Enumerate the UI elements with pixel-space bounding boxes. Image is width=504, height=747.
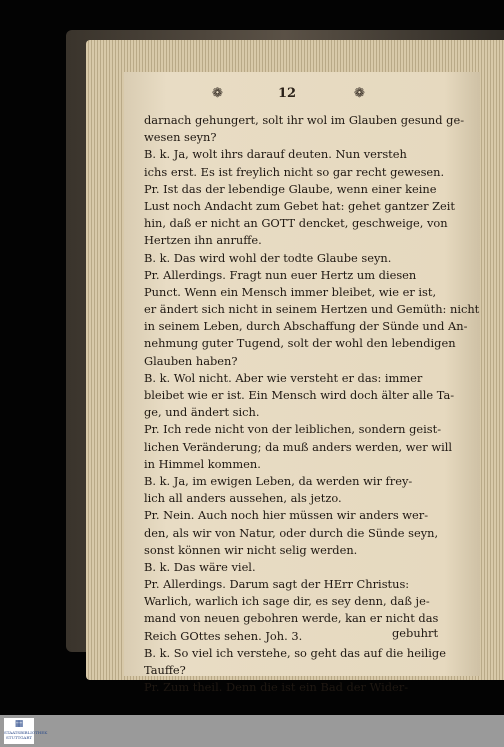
text-line: lich all anders aussehen, als jetzo.	[144, 491, 342, 506]
library-logo-text: STAATSBIBLIOTHEK STUTTGART	[4, 730, 48, 740]
text-line: Reich GOttes sehen. Joh. 3.	[144, 628, 303, 643]
ornament-right-icon: ❁	[354, 86, 365, 101]
text-line: Tauffe?	[144, 663, 186, 677]
text-line: B. k. So viel ich verstehe, so geht das auf die heilige	[144, 645, 446, 660]
text-line: Lust noch Andacht zum Gebet hat: gehet gantzer Zeit	[144, 198, 456, 213]
text-line: Pr. Allerdings. Fragt nun euer Hertz um diesen	[144, 267, 417, 282]
text-line: Pr. Allerdings. Darum sagt der HErr Christus:	[144, 577, 410, 592]
text-line: B. k. Das wird wohl der todte Glaube seyn.	[144, 250, 392, 265]
text-line: B. k. Ja, wolt ihrs darauf deuten. Nun versteh	[144, 147, 407, 162]
text-line: sonst können wir nicht selig werden.	[144, 542, 358, 557]
page-header	[212, 84, 372, 104]
text-line: mand von neuen gebohren werde, kan er nicht das	[144, 611, 439, 626]
text-line: bleibet wie er ist. Ein Mensch wird doch älter alle Ta-	[144, 388, 455, 402]
viewer-footer-bar	[0, 715, 504, 747]
text-line: in seinem Leben, durch Abschaffung der Sünde und An-	[144, 319, 468, 334]
ornament-left-icon: ❁	[212, 86, 223, 101]
text-line: ichs erst. Es ist freylich nicht so gar recht gewesen.	[144, 164, 445, 179]
text-line: Pr. Nein. Auch noch hier müssen wir anders wer-	[144, 508, 429, 523]
text-line: nehmung guter Tugend, solt der wohl den lebendigen	[144, 336, 456, 351]
text-line: Glauben haben?	[144, 353, 238, 368]
library-logo-icon: ▦	[14, 719, 24, 729]
text-line: Pr. Ist das der lebendige Glaube, wenn einer keine	[144, 181, 437, 196]
text-line: ge, und ändert sich.	[144, 405, 260, 420]
text-line: Pr. Ich rede nicht von der leiblichen, sondern geist-	[144, 422, 442, 437]
text-line: hin, daß er nicht an GOTT dencket, geschweige, von	[144, 216, 448, 231]
page-number: 12	[278, 86, 297, 101]
text-line: Warlich, warlich ich sage dir, es sey denn, daß je-	[144, 594, 430, 609]
text-line: darnach gehungert, solt ihr wol im Glauben gesund ge-	[144, 113, 465, 127]
text-line: den, als wir von Natur, oder durch die Sünde seyn,	[144, 525, 439, 540]
text-line: in Himmel kommen.	[144, 456, 261, 471]
text-line: B. k. Das wäre viel.	[144, 559, 256, 574]
text-line: Pr. Zum theil. Denn die ist ein Bad der Wider-	[144, 680, 409, 695]
text-line: lichen Veränderung; da muß anders werden, wer will	[144, 439, 453, 454]
text-line: B. k. Wol nicht. Aber wie versteht er das: immer	[144, 370, 423, 385]
text-line: wesen seyn?	[144, 130, 217, 145]
text-line: B. k. Ja, im ewigen Leben, da werden wir frey-	[144, 473, 413, 488]
page-body-text	[144, 112, 480, 696]
text-line: Punct. Wenn ein Mensch immer bleibet, wie er ist,	[144, 284, 437, 299]
text-line: Hertzen ihn anruffe.	[144, 233, 262, 248]
text-line: er ändert sich nicht in seinem Hertzen und Gemüth: nicht	[144, 302, 480, 317]
catchword: gebuhrt	[392, 626, 439, 640]
library-logo[interactable]	[4, 718, 48, 744]
